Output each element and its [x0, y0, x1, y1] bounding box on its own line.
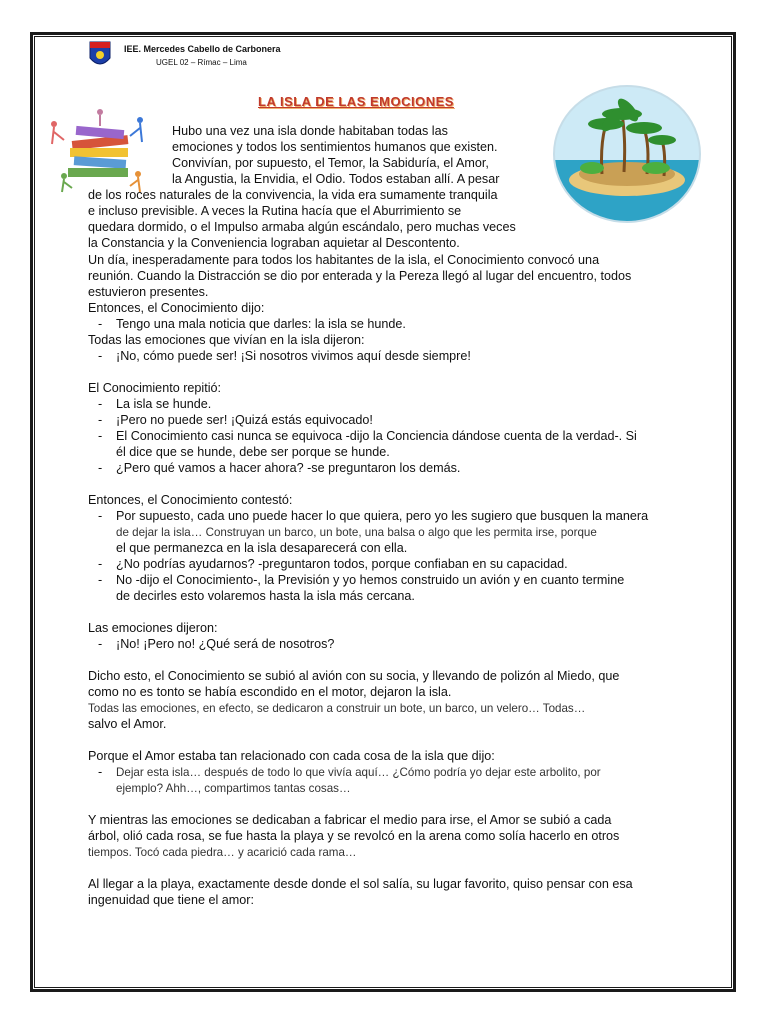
text-line: Hubo una vez una isla donde habitaban todas las — [172, 124, 448, 138]
text-line: el que permanezca en la isla desaparecerá con ella. — [116, 541, 408, 555]
text-line: ¿No podrías ayudarnos? -preguntaron todos, porque confiaban en su capacidad. — [116, 557, 568, 571]
text-line: Al llegar a la playa, exactamente desde donde el sol salía, su lugar favorito, quiso pensar con esa — [88, 877, 633, 891]
text-line: Todas las emociones que vivían en la isla dijeron: — [88, 333, 365, 347]
text-line: No -dijo el Conocimiento-, la Previsión y yo hemos construido un avión y en cuanto termine — [116, 573, 625, 587]
text-line: ingenuidad que tiene el amor: — [88, 893, 254, 907]
text-line: Entonces, el Conocimiento dijo: — [88, 301, 265, 315]
text-line: e incluso previsible. A veces la Rutina hacía que el Aburrimiento se — [88, 204, 462, 218]
text-line: Entonces, el Conocimiento contestó: — [88, 493, 293, 507]
text-line: Y mientras las emociones se dedicaban a fabricar el medio para irse, el Amor se subió a cada — [88, 813, 612, 827]
school-crest-icon — [88, 40, 112, 70]
text-line: Todas las emociones, en efecto, se dedicaron a construir un bote, un barco, un velero… Todas… — [88, 702, 586, 715]
text-line: Tengo una mala noticia que darles: la isla se hunde. — [116, 317, 406, 331]
text-line: El Conocimiento repitió: — [88, 381, 221, 395]
text-line: tiempos. Tocó cada piedra… y acarició cada rama… — [88, 846, 357, 859]
text-line: Dejar esta isla… después de todo lo que vivía aquí… ¿Cómo podría yo dejar este arbolito, por — [116, 766, 601, 779]
dash-bullet: - — [98, 573, 103, 587]
island-illustration-icon — [552, 84, 702, 224]
dash-bullet: - — [98, 557, 103, 571]
text-line: ¡No! ¡Pero no! ¿Qué será de nosotros? — [116, 637, 335, 651]
text-line: Dicho esto, el Conocimiento se subió al avión con su socia, y llevando de polizón al Miedo, que — [88, 669, 620, 683]
text-line: de los roces naturales de la convivencia, la vida era sumamente tranquila — [88, 188, 498, 202]
text-line: quedara dormido, o el Impulso armaba algún escándalo, pero muchas veces — [88, 220, 516, 234]
text-line: ¡No, cómo puede ser! ¡Si nosotros vivimos aquí desde siempre! — [116, 349, 471, 363]
dash-bullet: - — [98, 397, 103, 411]
dash-bullet: - — [98, 349, 103, 363]
text-line: Las emociones dijeron: — [88, 621, 218, 635]
dash-bullet: - — [98, 317, 103, 331]
text-line: Un día, inesperadamente para todos los habitantes de la isla, el Conocimiento convocó una — [88, 253, 600, 267]
text-line: Por supuesto, cada uno puede hacer lo que quiera, pero yo les sugiero que busquen la manera — [116, 509, 649, 523]
text-line: la Constancia y la Conveniencia lograban aquietar al Descontento. — [88, 236, 460, 250]
text-line: ¿Pero qué vamos a hacer ahora? -se preguntaron los demás. — [116, 461, 461, 475]
text-line: ejemplo? Ahh…, compartimos tantas cosas… — [116, 782, 351, 795]
text-line: él dice que se hunde, debe ser porque se hunde. — [116, 445, 390, 459]
text-line: La isla se hunde. — [116, 397, 212, 411]
text-line: emociones y todos los sentimientos humanos que existen. — [172, 140, 498, 154]
dash-bullet: - — [98, 461, 103, 475]
school-name: IEE. Mercedes Cabello de Carbonera — [124, 44, 281, 54]
text-line: salvo el Amor. — [88, 717, 167, 731]
text-line: de decirles esto volaremos hasta la isla más cercana. — [116, 589, 415, 603]
text-line: como no es tonto se había escondido en el motor, dejaron la isla. — [88, 685, 452, 699]
text-line: árbol, olió cada rosa, se fue hasta la playa y se revolcó en la arena como solía hacerlo en otros — [88, 829, 620, 843]
ugel-line: UGEL 02 – Rímac – Lima — [156, 58, 247, 67]
dash-bullet: - — [98, 637, 103, 651]
text-line: ¡Pero no puede ser! ¡Quizá estás equivocado! — [116, 413, 373, 427]
story-title: LA ISLA DE LAS EMOCIONES — [258, 94, 454, 109]
dash-bullet: - — [98, 413, 103, 427]
dash-bullet: - — [98, 429, 103, 443]
dash-bullet: - — [98, 765, 103, 779]
text-line: la Angustia, la Envidia, el Odio. Todos estaban allí. A pesar — [172, 172, 500, 186]
text-line: estuvieron presentes. — [88, 285, 209, 299]
text-line: reunión. Cuando la Distracción se dio por enterada y la Pereza llegó al lugar del encuentro, todos — [88, 269, 632, 283]
text-line: Convivían, por supuesto, el Temor, la Sabiduría, el Amor, — [172, 156, 489, 170]
text-line: El Conocimiento casi nunca se equivoca -dijo la Conciencia dándose cuenta de la verdad-. Si — [116, 429, 637, 443]
dash-bullet: - — [98, 509, 103, 523]
books-illustration-icon — [44, 104, 154, 194]
text-line: Porque el Amor estaba tan relacionado con cada cosa de la isla que dijo: — [88, 749, 495, 763]
text-line: de dejar la isla… Construyan un barco, un bote, una balsa o algo que les permita irse, porque — [116, 526, 597, 539]
